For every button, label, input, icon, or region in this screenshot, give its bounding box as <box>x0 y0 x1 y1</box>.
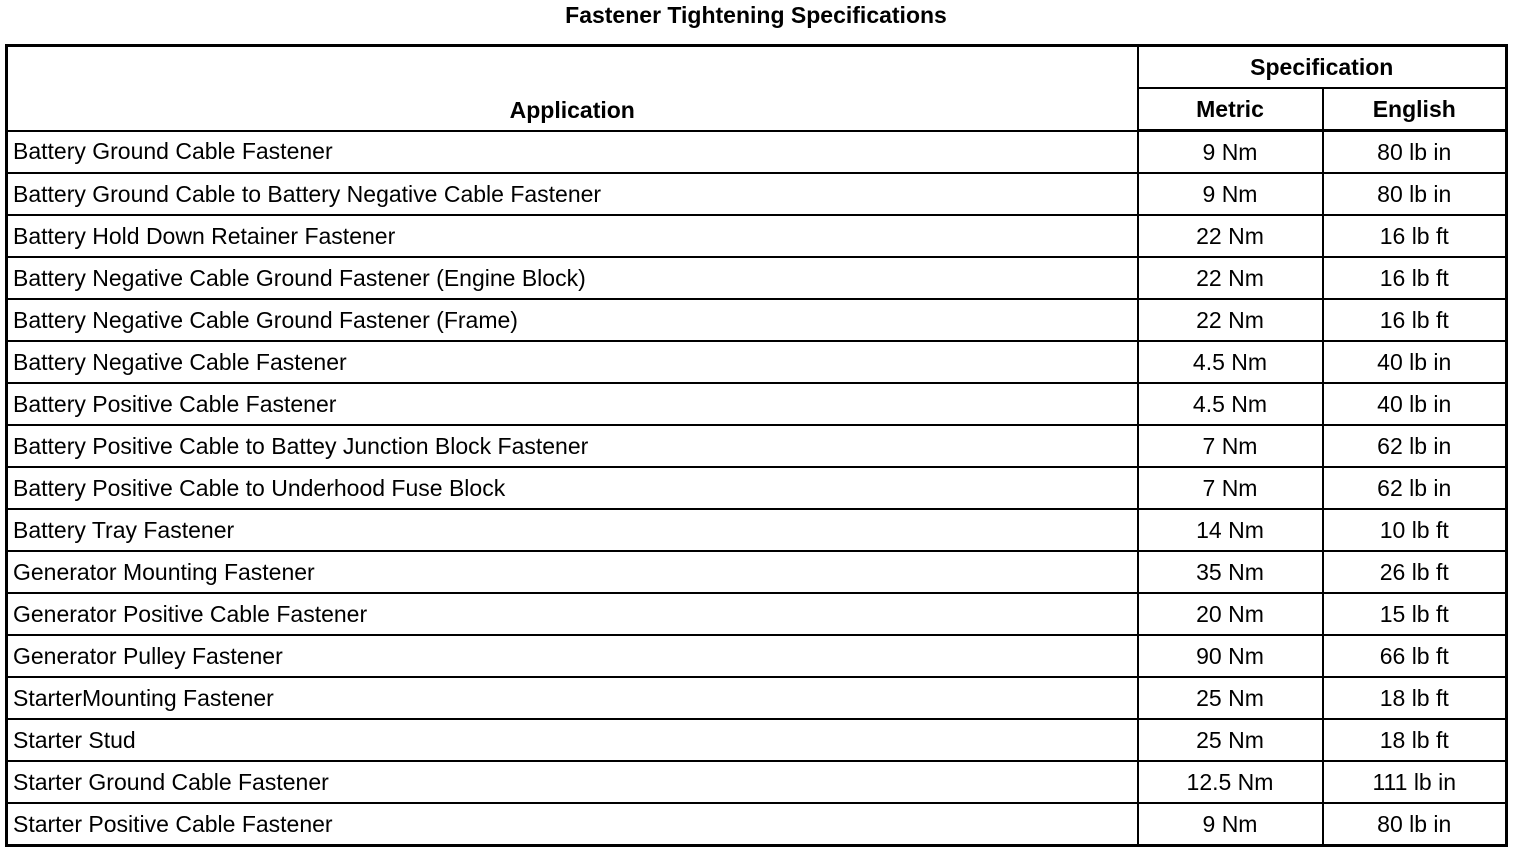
cell-english: 15 lb ft <box>1323 593 1507 635</box>
cell-application: Battery Ground Cable Fastener <box>7 131 1138 174</box>
cell-application: Battery Tray Fastener <box>7 509 1138 551</box>
table-row <box>7 467 1507 509</box>
table-row <box>7 173 1507 215</box>
cell-application: Starter Stud <box>7 719 1138 761</box>
cell-application: Starter Ground Cable Fastener <box>7 761 1138 803</box>
cell-application: Generator Positive Cable Fastener <box>7 593 1138 635</box>
cell-application: Battery Negative Cable Fastener <box>7 341 1138 383</box>
column-header-application: Application <box>7 46 1138 131</box>
table-row <box>7 677 1507 719</box>
cell-metric: 7 Nm <box>1138 425 1323 467</box>
table-row <box>7 593 1507 635</box>
table-row <box>7 719 1507 761</box>
cell-english: 10 lb ft <box>1323 509 1507 551</box>
cell-metric: 9 Nm <box>1138 803 1323 846</box>
cell-english: 16 lb ft <box>1323 257 1507 299</box>
cell-metric: 25 Nm <box>1138 719 1323 761</box>
cell-application: Battery Ground Cable to Battery Negative Cable Fastener <box>7 173 1138 215</box>
cell-application: Battery Positive Cable to Battey Junction Block Fastener <box>7 425 1138 467</box>
cell-metric: 35 Nm <box>1138 551 1323 593</box>
cell-application: Battery Positive Cable Fastener <box>7 383 1138 425</box>
cell-english: 16 lb ft <box>1323 299 1507 341</box>
table-row <box>7 383 1507 425</box>
cell-metric: 9 Nm <box>1138 173 1323 215</box>
table-row <box>7 257 1507 299</box>
cell-english: 80 lb in <box>1323 803 1507 846</box>
table-body <box>7 131 1507 846</box>
cell-metric: 22 Nm <box>1138 299 1323 341</box>
page-title: Fastener Tightening Specifications <box>565 2 947 28</box>
cell-application: Generator Pulley Fastener <box>7 635 1138 677</box>
cell-application: Generator Mounting Fastener <box>7 551 1138 593</box>
table-row <box>7 635 1507 677</box>
table-row <box>7 761 1507 803</box>
table-header <box>7 46 1507 131</box>
cell-metric: 7 Nm <box>1138 467 1323 509</box>
cell-metric: 25 Nm <box>1138 677 1323 719</box>
table-row <box>7 341 1507 383</box>
cell-metric: 14 Nm <box>1138 509 1323 551</box>
header-row-top <box>7 46 1507 89</box>
cell-english: 80 lb in <box>1323 131 1507 174</box>
cell-english: 18 lb ft <box>1323 719 1507 761</box>
cell-english: 62 lb in <box>1323 467 1507 509</box>
cell-application: Battery Hold Down Retainer Fastener <box>7 215 1138 257</box>
table-row <box>7 551 1507 593</box>
table-row <box>7 131 1507 174</box>
cell-metric: 12.5 Nm <box>1138 761 1323 803</box>
table-row <box>7 803 1507 846</box>
cell-english: 26 lb ft <box>1323 551 1507 593</box>
cell-application: Battery Positive Cable to Underhood Fuse Block <box>7 467 1138 509</box>
table-row <box>7 299 1507 341</box>
cell-english: 40 lb in <box>1323 341 1507 383</box>
cell-english: 40 lb in <box>1323 383 1507 425</box>
cell-english: 16 lb ft <box>1323 215 1507 257</box>
cell-metric: 4.5 Nm <box>1138 341 1323 383</box>
cell-application: StarterMounting Fastener <box>7 677 1138 719</box>
cell-metric: 4.5 Nm <box>1138 383 1323 425</box>
cell-application: Starter Positive Cable Fastener <box>7 803 1138 846</box>
specifications-table <box>5 44 1508 847</box>
cell-english: 80 lb in <box>1323 173 1507 215</box>
cell-english: 18 lb ft <box>1323 677 1507 719</box>
cell-english: 62 lb in <box>1323 425 1507 467</box>
cell-metric: 22 Nm <box>1138 215 1323 257</box>
column-header-specification: Specification <box>1138 46 1507 89</box>
cell-english: 111 lb in <box>1323 761 1507 803</box>
cell-application: Battery Negative Cable Ground Fastener (Frame) <box>7 299 1138 341</box>
cell-metric: 20 Nm <box>1138 593 1323 635</box>
cell-metric: 22 Nm <box>1138 257 1323 299</box>
table-row <box>7 425 1507 467</box>
column-header-metric: Metric <box>1138 88 1323 131</box>
cell-metric: 90 Nm <box>1138 635 1323 677</box>
cell-english: 66 lb ft <box>1323 635 1507 677</box>
table-row <box>7 509 1507 551</box>
cell-application: Battery Negative Cable Ground Fastener (Engine Block) <box>7 257 1138 299</box>
cell-metric: 9 Nm <box>1138 131 1323 174</box>
table-row <box>7 215 1507 257</box>
column-header-english: English <box>1323 88 1507 131</box>
